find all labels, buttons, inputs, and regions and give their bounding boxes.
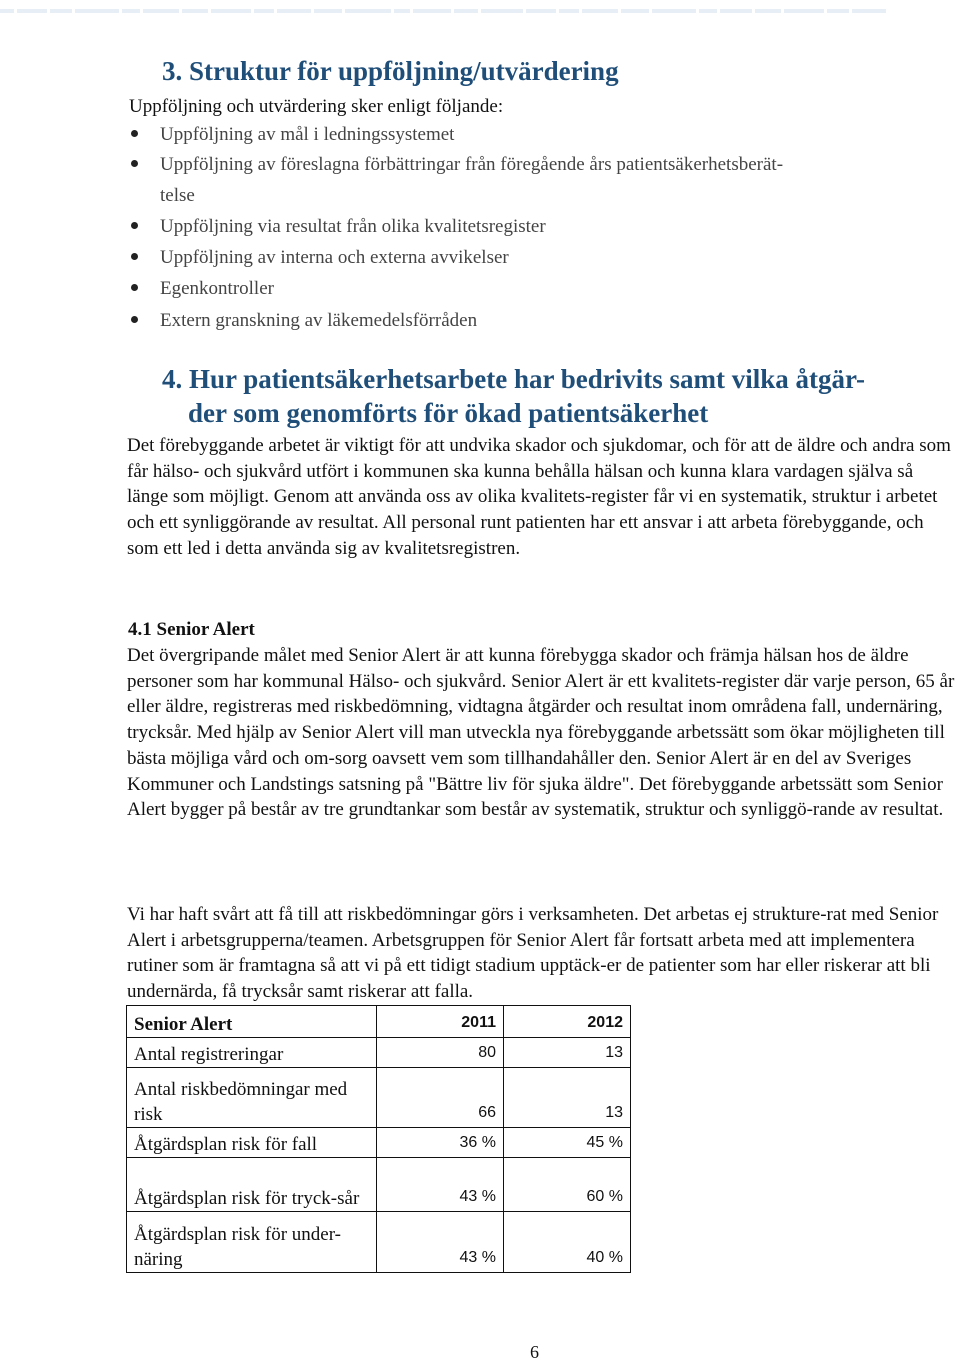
section-4-heading-line1: 4. Hur patientsäkerhetsarbete har bedrivits samt vilka åtgär- (162, 364, 865, 394)
table-row (127, 1128, 631, 1158)
rule-segment (75, 9, 119, 13)
table-cell-value: 43 % (377, 1212, 504, 1273)
rule-segment (17, 9, 47, 13)
rule-segment (652, 9, 696, 13)
bullet-item (160, 211, 546, 242)
rule-segment (50, 9, 72, 13)
rule-segment (211, 9, 251, 13)
rule-segment (582, 9, 618, 13)
bullet-item (160, 119, 454, 150)
table-cell-label: Antal registreringar (127, 1038, 377, 1068)
bullet-item (160, 273, 274, 304)
table-header-row (127, 1006, 631, 1038)
table-cell-label: Åtgärdsplan risk för under-näring (127, 1212, 377, 1273)
bullet-text-continuation: telse (160, 185, 195, 206)
rule-segment (413, 9, 451, 13)
table-cell-value: 66 (377, 1068, 504, 1128)
bullet-dot-icon (131, 284, 138, 291)
table-cell-label: Antal riskbedömningar med risk (127, 1068, 377, 1128)
bullet-dot-icon (131, 222, 138, 229)
section-4-1-paragraph-1: Det övergripande målet med Senior Alert är att kunna förebygga skador och främja hälsan hos de äldre personer som har kommunal Hälso- och sjukvård. Senior Alert är ett kvalitets-register där varje person, 65 år eller äldre, registreras med riskbedömning, vidtagna åtgärder och resultat inom områdena fall, undernäring, trycksår. Med hjälp av Senior Alert vill man utveckla nya förebyggande arbetssätt som ökar möjligheten till bästa möjliga vård och om-sorg oavsett vem som tillhandahåller den. Senior Alert är en del av Sveriges Kommuner och Landstings satsning på "Bättre liv för sjuka äldre". Det förebyggande arbetssätt som Senior Alert bygger på består av tre grundtankar som består av systematik, struktur och synliggö-rande av resultat. (127, 645, 955, 821)
bullet-dot-icon (131, 253, 138, 260)
top-decorative-rule (0, 0, 898, 6)
table-header-cell: Senior Alert (127, 1006, 377, 1038)
section-4-heading-line2: der som genomförts för ökad patientsäkerhet (188, 398, 709, 428)
table-cell-value: 36 % (377, 1128, 504, 1158)
rule-segment (481, 9, 523, 13)
rule-segment (784, 9, 824, 13)
rule-segment (454, 9, 478, 13)
table-cell-value: 13 (504, 1038, 631, 1068)
bullet-dot-icon (131, 160, 138, 167)
table-row (127, 1212, 631, 1273)
rule-segment (621, 9, 649, 13)
table-cell-label: Åtgärdsplan risk för fall (127, 1128, 377, 1158)
bullet-text: Uppföljning av mål i ledningssystemet (160, 124, 455, 145)
rule-segment (699, 9, 717, 13)
table-cell-value: 13 (504, 1068, 631, 1128)
table-cell-value: 40 % (504, 1212, 631, 1273)
rule-segment (122, 9, 140, 13)
bullet-item (160, 242, 509, 273)
table-cell-value: 45 % (504, 1128, 631, 1158)
bullet-item (160, 149, 783, 211)
bullet-text: Egenkontroller (160, 278, 274, 299)
rule-segment (720, 9, 752, 13)
rule-segment (182, 9, 208, 13)
table-header-cell: 2012 (504, 1006, 631, 1038)
section-3-heading: 3. Struktur för uppföljning/utvärdering (162, 56, 619, 86)
rule-segment (314, 9, 342, 13)
rule-segment (559, 9, 579, 13)
rule-segment (394, 9, 410, 13)
section-4-paragraph: Det förebyggande arbetet är viktigt för att undvika skador och sjukdomar, och för att de äldre och andra som får hälso- och sjukvård utfört i kommunen ska kunna behålla hälsan och kunna klara vardagen själva så länge som möjligt. Genom att använda oss av olika kvalitets-register får vi en systematik, struktur i arbetet och ett synliggörande av resultat. All personal runt patienten har ett ansvar i att arbeta förebyggande, och som ett led i detta använda sig av kvalitetsregistren. (127, 435, 951, 559)
senior-alert-table (126, 1005, 631, 1273)
table-cell-value: 60 % (504, 1158, 631, 1212)
rule-segment (277, 9, 311, 13)
rule-segment (827, 9, 849, 13)
table-row (127, 1038, 631, 1068)
rule-segment (0, 9, 14, 13)
table-row (127, 1158, 631, 1212)
bullet-item (160, 305, 477, 336)
section-4-1-paragraph-2: Vi har haft svårt att få till att riskbedömningar görs i verksamheten. Det arbetas ej strukture-rat med Senior Alert i arbetsgrupperna/teamen. Arbetsgruppen för Senior Alert får fortsatt arbeta med att implementera rutiner som är framtagna så att vi på ett tidigt stadium upptäck-er de patienter som har eller riskerar att bli undernärda, få trycksår samt riskerar att falla. (127, 904, 939, 1003)
table-row (127, 1068, 631, 1128)
rule-segment (852, 9, 886, 13)
table-cell-value: 80 (377, 1038, 504, 1068)
rule-segment (755, 9, 781, 13)
section-3-intro: Uppföljning och utvärdering sker enligt följande: (129, 96, 504, 117)
bullet-dot-icon (131, 130, 138, 137)
rule-segment (254, 9, 274, 13)
rule-segment (345, 9, 391, 13)
bullet-text: Uppföljning av föreslagna förbättringar från föregående års patientsäkerhetsberät- (160, 154, 784, 175)
page-number: 6 (530, 1342, 539, 1362)
bullet-text: Uppföljning av interna och externa avvikelser (160, 247, 509, 268)
rule-segment (143, 9, 179, 13)
bullet-text: Uppföljning via resultat från olika kvalitetsregister (160, 216, 546, 237)
table-cell-label: Åtgärdsplan risk för tryck-sår (127, 1158, 377, 1212)
bullet-text: Extern granskning av läkemedelsförråden (160, 310, 478, 331)
section-4-heading (162, 362, 952, 430)
section-4-1-heading: 4.1 Senior Alert (128, 619, 255, 640)
table-header-cell: 2011 (377, 1006, 504, 1038)
rule-segment (526, 9, 556, 13)
table-cell-value: 43 % (377, 1158, 504, 1212)
bullet-dot-icon (131, 316, 138, 323)
